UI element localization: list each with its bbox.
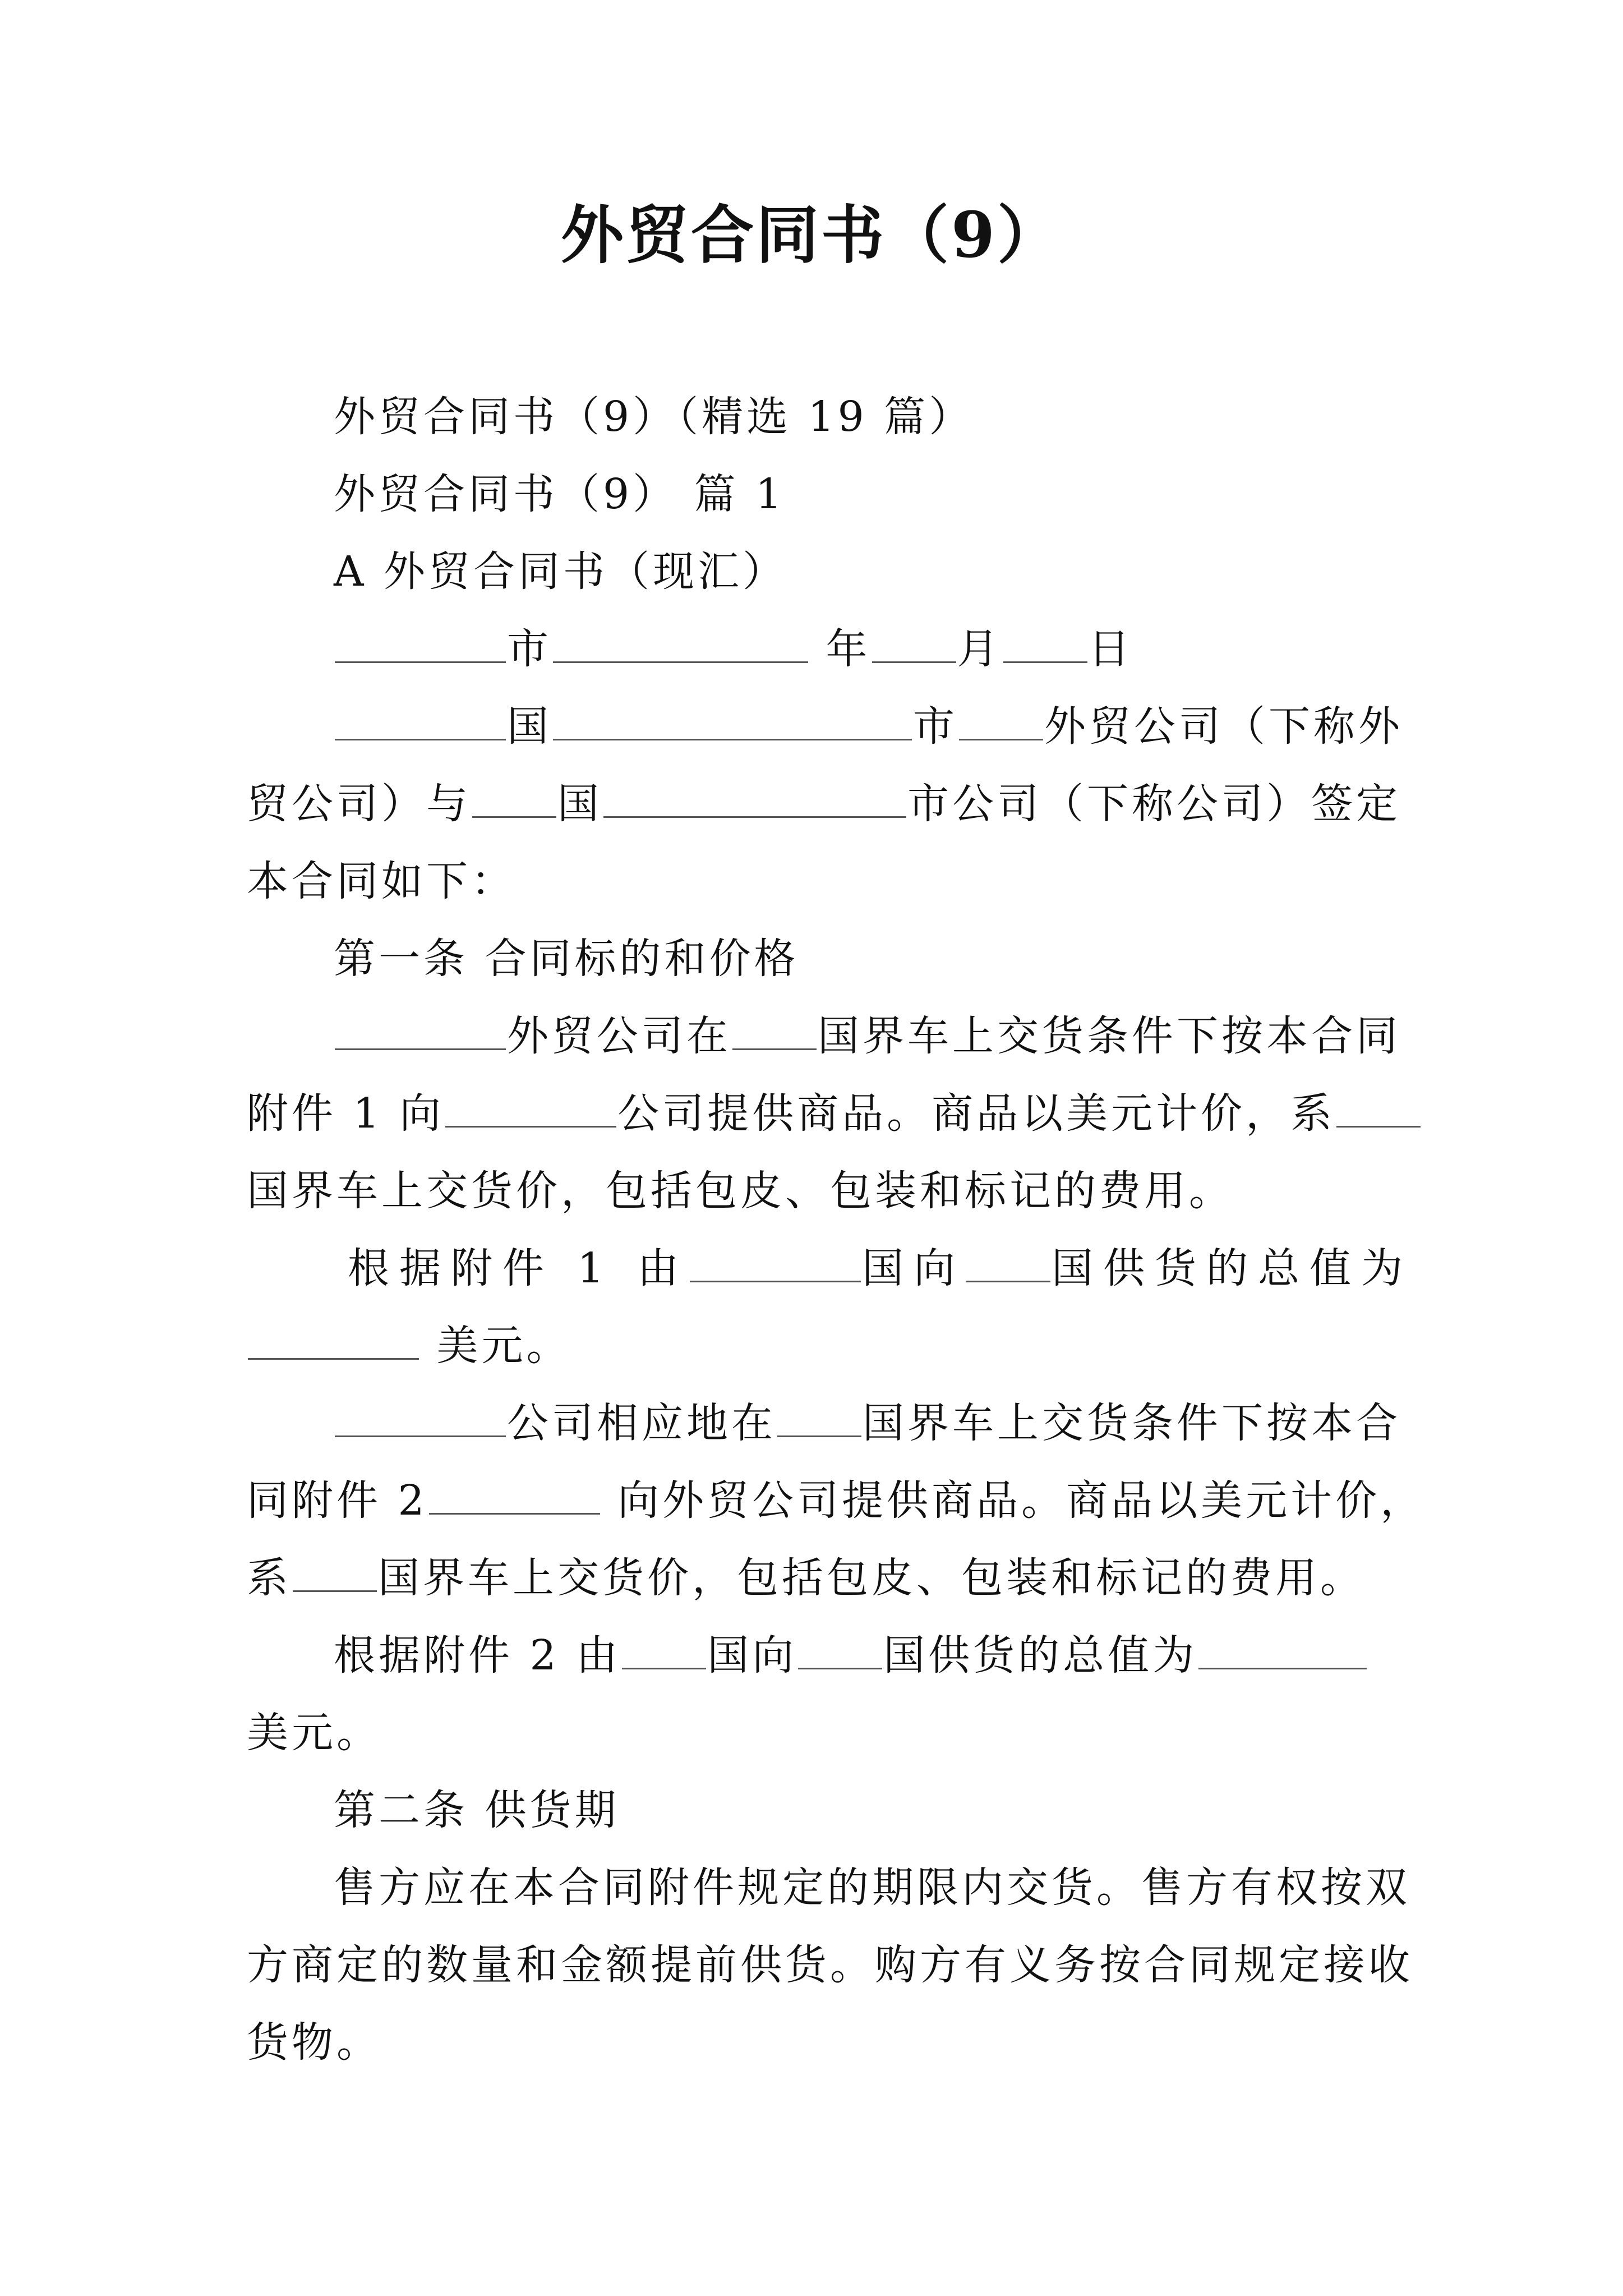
article-1-para-2-line-2	[247, 1315, 571, 1377]
article-1-heading: 第一条 合同标的和价格	[334, 935, 799, 983]
text-segment: 公司提供商品。商品以美元计价，系	[617, 1089, 1336, 1138]
blank-field	[622, 1628, 706, 1669]
article-1-para-4-line-1	[334, 1625, 1368, 1686]
blank-field	[472, 777, 556, 818]
blank-field	[553, 700, 912, 740]
text-segment: 根据附件 2 由	[334, 1631, 621, 1680]
article-1-para-3-line-2	[247, 1470, 1425, 1531]
text-segment: 国界车上交货条件下按本合同	[818, 1012, 1401, 1060]
text-segment: 市	[913, 702, 958, 751]
article-1-para-4-line-2: 美元。	[247, 1709, 381, 1757]
blank-field	[335, 1009, 506, 1050]
text-segment: 同附件 2	[247, 1476, 428, 1525]
article-1-para-1-line-2	[247, 1083, 1422, 1144]
text-segment: 外贸公司在	[507, 1012, 731, 1060]
subtitle-selection: 外贸合同书（9）（精选 19 篇）	[334, 393, 974, 441]
text-segment: 国向	[862, 1244, 966, 1292]
text-segment: 系	[247, 1554, 292, 1602]
parties-line-2	[247, 773, 1401, 835]
blank-field	[872, 622, 956, 663]
blank-field	[959, 700, 1043, 740]
text-segment: 公司相应地在	[507, 1399, 776, 1447]
article-2-para-line-2: 方商定的数量和金额提前供货。购方有义务按合同规定接收	[247, 1941, 1413, 1989]
text-segment: 国	[557, 780, 602, 828]
text-segment: 外贸公司（下称外	[1044, 702, 1403, 751]
article-2-para-line-1: 售方应在本合同附件规定的期限内交货。售方有权按双	[334, 1864, 1410, 1912]
article-1-para-2-line-1	[348, 1237, 1413, 1299]
blank-field	[429, 1474, 600, 1515]
article-1-para-3-line-3	[247, 1547, 1365, 1609]
date-place-line	[334, 618, 1133, 680]
blank-field	[1198, 1628, 1367, 1669]
text-segment: 国向	[707, 1631, 797, 1680]
text-segment: 日	[1088, 625, 1133, 673]
blank-field	[1336, 1087, 1421, 1128]
parties-line-3: 本合同如下：	[247, 857, 516, 905]
blank-field	[777, 1396, 861, 1437]
text-segment: 美元。	[436, 1322, 571, 1370]
text-segment: 向外贸公司提供商品。商品以美元计价，	[617, 1476, 1426, 1525]
blank-field	[335, 700, 506, 740]
blank-field	[732, 1009, 817, 1050]
text-segment: 国界车上交货条件下按本合	[863, 1399, 1401, 1447]
text-segment: 国	[507, 702, 552, 751]
blank-field	[966, 1241, 1050, 1282]
blank-field	[335, 622, 506, 663]
blank-field	[335, 1396, 506, 1437]
parties-line-1	[334, 696, 1403, 757]
article-1-para-3-line-1	[334, 1392, 1401, 1454]
blank-field	[445, 1087, 616, 1128]
contract-type-heading: A 外贸合同书（现汇）	[334, 547, 787, 596]
text-segment: 市公司（下称公司）签定	[907, 780, 1401, 828]
blank-field	[690, 1241, 861, 1282]
text-segment: 附件 1 向	[247, 1089, 445, 1138]
blank-field	[248, 1319, 419, 1360]
text-segment: 月	[957, 625, 1002, 673]
article-1-para-1-line-3: 国界车上交货价，包括包皮、包装和标记的费用。	[247, 1167, 1234, 1215]
text-segment: 国供货的总值为	[1052, 1244, 1413, 1292]
document-title: 外贸合同书（9）	[561, 199, 1062, 272]
blank-field	[603, 777, 906, 818]
article-2-para-line-3: 货物。	[247, 2018, 381, 2067]
text-segment: 国供货的总值为	[883, 1631, 1198, 1680]
blank-field	[293, 1551, 377, 1592]
text-segment: 市	[507, 625, 552, 673]
section-heading-part1: 外贸合同书（9） 篇 1	[334, 470, 786, 518]
blank-field	[798, 1628, 882, 1669]
text-segment: 年	[826, 625, 871, 673]
blank-field	[1003, 622, 1087, 663]
article-1-para-1-line-1	[334, 1005, 1401, 1067]
article-2-heading: 第二条 供货期	[334, 1786, 620, 1834]
blank-field	[553, 622, 808, 663]
text-segment: 国界车上交货价，包括包皮、包装和标记的费用。	[378, 1554, 1365, 1602]
text-segment: 贸公司）与	[247, 780, 471, 828]
text-segment: 根据附件 1 由	[348, 1244, 689, 1292]
